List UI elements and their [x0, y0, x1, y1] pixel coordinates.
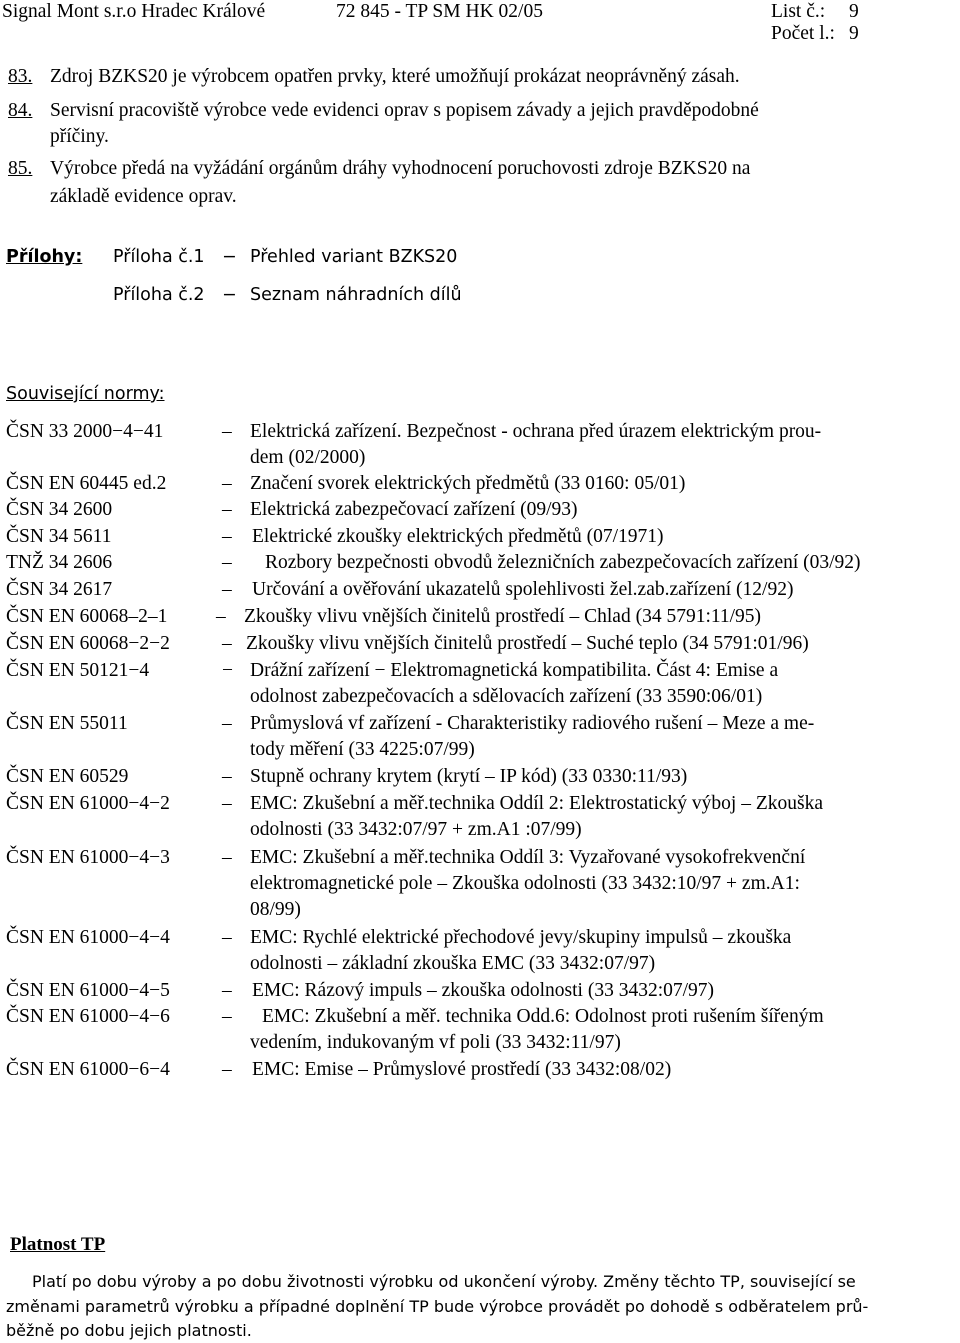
- norm-code: TNŽ 34 2606: [6, 552, 113, 573]
- norm-dash: –: [222, 1006, 232, 1027]
- norm-dash: –: [222, 499, 232, 520]
- item-84: [8, 98, 759, 124]
- header-pages-value: 9: [849, 23, 859, 44]
- norm-title: Drážní zařízení − Elektromagnetická kompatibilita. Část 4: Emise a: [250, 660, 779, 681]
- norm-title: Elektrická zabezpečovací zařízení (09/93): [250, 499, 578, 520]
- item-83: [8, 64, 740, 90]
- attachment-label: Příloha č.2: [113, 285, 205, 305]
- attachment-dash: −: [222, 247, 237, 267]
- header-doc-number: 72 845 - TP SM HK 02/05: [336, 1, 543, 22]
- item-85-continuation: základě evidence oprav.: [50, 186, 237, 207]
- norm-dash: –: [222, 473, 232, 494]
- header-sheet-value: 9: [849, 1, 859, 22]
- norm-code: ČSN 33 2000−4−41: [6, 421, 164, 442]
- norm-dash: –: [222, 1059, 232, 1080]
- norm-dash: −: [222, 660, 233, 681]
- norm-title-continuation: 08/99): [250, 899, 301, 920]
- attachment-text: Seznam náhradních dílů: [250, 285, 462, 305]
- norm-title: Rozbory bezpečnosti obvodů železničních zabezpečovacích zařízení (03/92): [265, 552, 861, 573]
- norm-title: Elektrická zařízení. Bezpečnost - ochrana před úrazem elektrickým prou-: [250, 421, 822, 442]
- norm-title: Stupně ochrany krytem (krytí – IP kód) (33 0330:11/93): [250, 766, 688, 787]
- norm-code: ČSN EN 61000−4−3: [6, 847, 170, 868]
- norm-title-continuation: odolnosti (33 3432:07/97 + zm.A1 :07/99): [250, 819, 582, 840]
- norm-title: Zkoušky vlivu vnějších činitelů prostředí – Suché teplo (34 5791:01/96): [246, 633, 809, 654]
- validity-text: změnami parametrů výrobku a případné doplnění TP bude výrobce provádět po dohodě s odběratelem prů-: [6, 1297, 869, 1316]
- header-company: Signal Mont s.r.o Hradec Králové: [2, 1, 266, 22]
- norm-title: EMC: Zkušební a měř. technika Odd.6: Odolnost proti rušením šířeným: [262, 1006, 824, 1027]
- norm-code: ČSN 34 2600: [6, 499, 113, 520]
- norm-dash: –: [222, 579, 232, 600]
- norm-dash: –: [222, 766, 232, 787]
- norm-dash: –: [222, 793, 232, 814]
- item-84-continuation: příčiny.: [50, 126, 109, 147]
- attachment-dash: −: [222, 285, 237, 305]
- norm-dash: –: [222, 633, 232, 654]
- norm-code: ČSN EN 55011: [6, 713, 128, 734]
- norm-dash: –: [222, 552, 232, 573]
- norm-code: ČSN EN 60445 ed.2: [6, 473, 167, 494]
- norm-code: ČSN EN 61000−4−4: [6, 927, 170, 948]
- item-number: 83.: [8, 66, 33, 87]
- norm-code: ČSN EN 50121−4: [6, 660, 150, 681]
- norm-title: Zkoušky vlivu vnějších činitelů prostředí – Chlad (34 5791:11/95): [244, 606, 762, 627]
- norm-title-continuation: odolnosti – základní zkouška EMC (33 3432:07/97): [250, 953, 656, 974]
- norm-title-continuation: tody měření (33 4225:07/99): [250, 739, 475, 760]
- norm-dash: –: [222, 927, 232, 948]
- item-text: Výrobce předá na vyžádání orgánům dráhy vyhodnocení poruchovosti zdroje BZKS20 na: [50, 158, 751, 179]
- norm-code: ČSN EN 61000−4−6: [6, 1006, 170, 1027]
- norm-title: EMC: Zkušební a měř.technika Oddíl 2: Elektrostatický výboj – Zkouška: [250, 793, 823, 814]
- norm-code: ČSN EN 61000−4−2: [6, 793, 170, 814]
- norm-code: ČSN EN 61000−4−5: [6, 980, 170, 1001]
- norm-dash: –: [222, 526, 232, 547]
- norm-title: Určování a ověřování ukazatelů spolehlivosti žel.zab.zařízení (12/92): [252, 579, 794, 600]
- norm-code: ČSN EN 61000−6−4: [6, 1059, 170, 1080]
- item-text: Zdroj BZKS20 je výrobcem opatřen prvky, které umožňují prokázat neoprávněný zásah.: [50, 66, 740, 87]
- item-number: 84.: [8, 100, 33, 121]
- attachment-text: Přehled variant BZKS20: [250, 247, 458, 267]
- norm-title: EMC: Emise – Průmyslové prostředí (33 3432:08/02): [252, 1059, 672, 1080]
- norm-code: ČSN EN 60068−2−2: [6, 633, 170, 654]
- norm-title-continuation: elektromagnetické pole – Zkouška odolnosti (33 3432:10/97 + zm.A1:: [250, 873, 800, 894]
- norm-title-continuation: dem (02/2000): [250, 447, 366, 468]
- attachment-label: Příloha č.1: [113, 247, 205, 267]
- norm-title: Elektrické zkoušky elektrických předmětů (07/1971): [252, 526, 664, 547]
- related-norms-heading: Související normy:: [6, 384, 165, 404]
- norm-title: Značení svorek elektrických předmětů (33 0160: 05/01): [250, 473, 686, 494]
- item-text: Servisní pracoviště výrobce vede evidenci oprav s popisem závady a jejich pravděpodobné: [50, 100, 759, 121]
- header-pages-label: Počet l.:: [771, 23, 835, 44]
- norm-title-continuation: vedením, indukovaným vf poli (33 3432:11/97): [250, 1032, 621, 1053]
- norm-code: ČSN EN 60529: [6, 766, 129, 787]
- attachments-heading: Přílohy:: [6, 247, 83, 267]
- norm-title-continuation: odolnost zabezpečovacích a sdělovacích zařízení (33 3590:06/01): [250, 686, 763, 707]
- norm-dash: –: [222, 980, 232, 1001]
- item-85: [8, 156, 750, 182]
- norm-title: Průmyslová vf zařízení - Charakteristiky radiového rušení – Meze a me-: [250, 713, 815, 734]
- validity-heading: Platnost TP: [10, 1234, 106, 1255]
- norm-title: EMC: Zkušební a měř.technika Oddíl 3: Vyzařované vysokofrekvenční: [250, 847, 806, 868]
- norm-code: ČSN 34 5611: [6, 526, 112, 547]
- norm-dash: –: [222, 421, 232, 442]
- norm-dash: –: [222, 847, 232, 868]
- norm-title: EMC: Rychlé elektrické přechodové jevy/skupiny impulsů – zkouška: [250, 927, 792, 948]
- norm-code: ČSN EN 60068–2–1: [6, 606, 168, 627]
- item-number: 85.: [8, 158, 33, 179]
- header-sheet-label: List č.:: [771, 1, 826, 22]
- norm-code: ČSN 34 2617: [6, 579, 113, 600]
- norm-title: EMC: Rázový impuls – zkouška odolnosti (33 3432:07/97): [252, 980, 715, 1001]
- validity-text: Platí po dobu výroby a po dobu životnosti výrobku od ukončení výroby. Změny těchto TP, související se: [32, 1272, 856, 1291]
- validity-text: běžně po dobu jejich platnosti.: [6, 1321, 252, 1340]
- norm-dash: –: [222, 713, 232, 734]
- norm-dash: –: [216, 606, 226, 627]
